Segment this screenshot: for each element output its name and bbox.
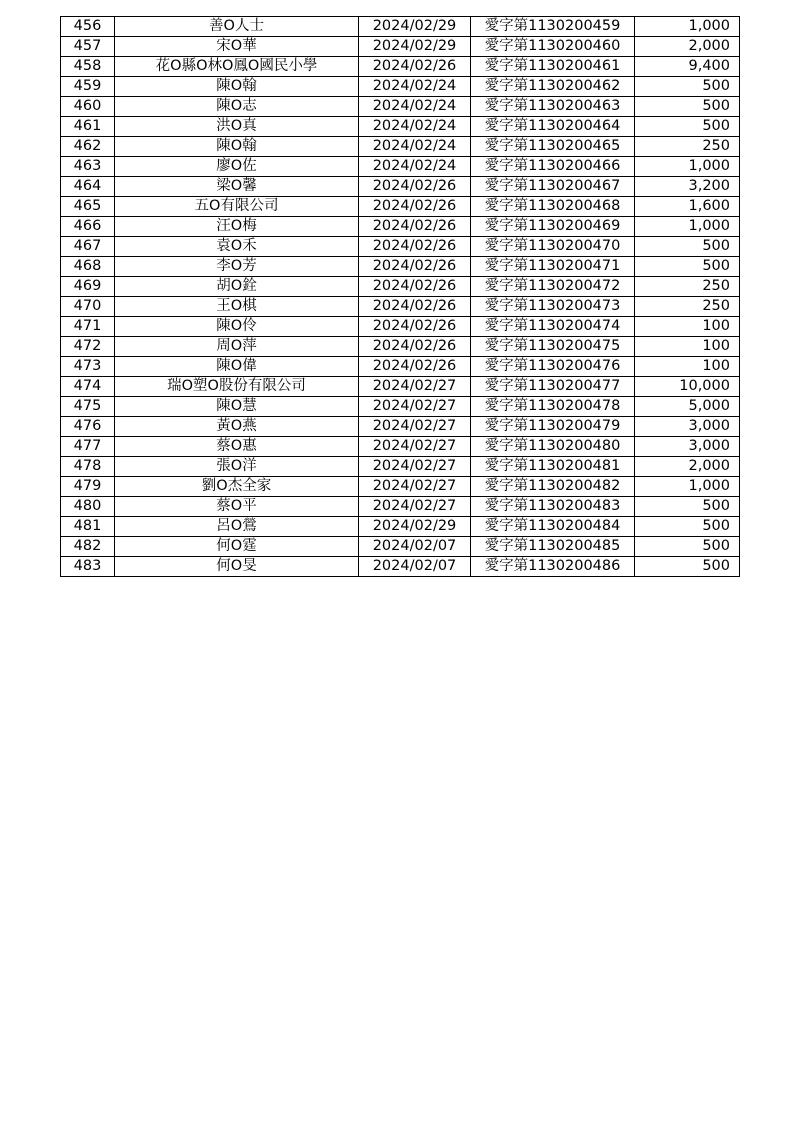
donor-name-cell: 宋O華 (115, 37, 359, 57)
donation-date-cell: 2024/02/27 (359, 397, 471, 417)
row-number-cell: 457 (61, 37, 115, 57)
amount-cell (635, 277, 740, 297)
table-row (61, 277, 740, 297)
donation-date-cell: 2024/02/26 (359, 57, 471, 77)
amount-value: 100 (702, 358, 730, 374)
donation-date-cell: 2024/02/24 (359, 97, 471, 117)
receipt-number-cell: 愛字第1130200462 (471, 77, 635, 97)
receipt-number-cell: 愛字第1130200470 (471, 237, 635, 257)
amount-cell (635, 17, 740, 37)
donation-date-cell: 2024/02/27 (359, 457, 471, 477)
amount-value: 250 (702, 138, 730, 154)
receipt-number-cell: 愛字第1130200461 (471, 57, 635, 77)
amount-value: 10,000 (679, 378, 730, 394)
receipt-number-cell: 愛字第1130200472 (471, 277, 635, 297)
amount-value: 500 (702, 558, 730, 574)
table-row (61, 197, 740, 217)
donation-date-cell: 2024/02/26 (359, 237, 471, 257)
amount-value: 1,000 (688, 18, 730, 34)
amount-cell (635, 197, 740, 217)
table-row (61, 97, 740, 117)
amount-cell (635, 237, 740, 257)
receipt-number-cell: 愛字第1130200464 (471, 117, 635, 137)
donor-name-cell: 陳O翰 (115, 77, 359, 97)
row-number-cell: 475 (61, 397, 115, 417)
row-number-cell: 481 (61, 517, 115, 537)
amount-cell (635, 117, 740, 137)
amount-value: 3,000 (688, 418, 730, 434)
receipt-number-cell: 愛字第1130200486 (471, 557, 635, 577)
receipt-number-cell: 愛字第1130200479 (471, 417, 635, 437)
amount-value: 3,200 (688, 178, 730, 194)
row-number-cell: 476 (61, 417, 115, 437)
table-row (61, 217, 740, 237)
table-row (61, 137, 740, 157)
table-row (61, 17, 740, 37)
donation-date-cell: 2024/02/29 (359, 517, 471, 537)
donation-date-cell: 2024/02/29 (359, 37, 471, 57)
table-row (61, 497, 740, 517)
receipt-number-cell: 愛字第1130200465 (471, 137, 635, 157)
receipt-number-cell: 愛字第1130200478 (471, 397, 635, 417)
amount-value: 500 (702, 78, 730, 94)
amount-cell (635, 37, 740, 57)
receipt-number-cell: 愛字第1130200482 (471, 477, 635, 497)
table-row (61, 237, 740, 257)
donor-name-cell: 王O棋 (115, 297, 359, 317)
donor-name-cell: 汪O梅 (115, 217, 359, 237)
amount-value: 500 (702, 238, 730, 254)
amount-cell (635, 257, 740, 277)
table-row (61, 557, 740, 577)
receipt-number-cell: 愛字第1130200473 (471, 297, 635, 317)
amount-cell (635, 557, 740, 577)
row-number-cell: 465 (61, 197, 115, 217)
receipt-number-cell: 愛字第1130200466 (471, 157, 635, 177)
donor-name-cell: 劉O杰全家 (115, 477, 359, 497)
receipt-number-cell: 愛字第1130200469 (471, 217, 635, 237)
row-number-cell: 460 (61, 97, 115, 117)
amount-value: 500 (702, 538, 730, 554)
receipt-number-cell: 愛字第1130200477 (471, 377, 635, 397)
donor-name-cell: 蔡O惠 (115, 437, 359, 457)
receipt-number-cell: 愛字第1130200459 (471, 17, 635, 37)
amount-cell (635, 517, 740, 537)
table-row (61, 517, 740, 537)
donation-date-cell: 2024/02/26 (359, 337, 471, 357)
receipt-number-cell: 愛字第1130200460 (471, 37, 635, 57)
table-row (61, 397, 740, 417)
amount-value: 9,400 (688, 58, 730, 74)
table-row (61, 317, 740, 337)
row-number-cell: 477 (61, 437, 115, 457)
donor-name-cell: 胡O銓 (115, 277, 359, 297)
row-number-cell: 474 (61, 377, 115, 397)
row-number-cell: 463 (61, 157, 115, 177)
donation-date-cell: 2024/02/24 (359, 137, 471, 157)
table-row (61, 257, 740, 277)
donor-name-cell: 李O芳 (115, 257, 359, 277)
amount-cell (635, 217, 740, 237)
row-number-cell: 472 (61, 337, 115, 357)
table-row (61, 437, 740, 457)
donation-date-cell: 2024/02/26 (359, 277, 471, 297)
donation-date-cell: 2024/02/27 (359, 437, 471, 457)
row-number-cell: 483 (61, 557, 115, 577)
table-row (61, 177, 740, 197)
donor-name-cell: 何O霆 (115, 537, 359, 557)
donor-name-cell: 袁O禾 (115, 237, 359, 257)
donor-name-cell: 呂O鶯 (115, 517, 359, 537)
donation-date-cell: 2024/02/27 (359, 497, 471, 517)
amount-cell (635, 437, 740, 457)
donor-name-cell: 蔡O平 (115, 497, 359, 517)
receipt-number-cell: 愛字第1130200484 (471, 517, 635, 537)
amount-cell (635, 537, 740, 557)
row-number-cell: 482 (61, 537, 115, 557)
amount-value: 500 (702, 118, 730, 134)
amount-cell (635, 497, 740, 517)
amount-cell (635, 137, 740, 157)
amount-cell (635, 357, 740, 377)
table-row (61, 377, 740, 397)
row-number-cell: 466 (61, 217, 115, 237)
row-number-cell: 478 (61, 457, 115, 477)
table-row (61, 57, 740, 77)
donor-name-cell: 梁O馨 (115, 177, 359, 197)
table-row (61, 157, 740, 177)
row-number-cell: 480 (61, 497, 115, 517)
amount-value: 1,000 (688, 218, 730, 234)
receipt-number-cell: 愛字第1130200485 (471, 537, 635, 557)
donor-name-cell: 黃O燕 (115, 417, 359, 437)
row-number-cell: 461 (61, 117, 115, 137)
donation-table (60, 16, 740, 577)
receipt-number-cell: 愛字第1130200468 (471, 197, 635, 217)
row-number-cell: 467 (61, 237, 115, 257)
row-number-cell: 470 (61, 297, 115, 317)
table-row (61, 77, 740, 97)
amount-value: 250 (702, 278, 730, 294)
donor-name-cell: 瑞O塑O股份有限公司 (115, 377, 359, 397)
donation-date-cell: 2024/02/24 (359, 157, 471, 177)
receipt-number-cell: 愛字第1130200483 (471, 497, 635, 517)
amount-cell (635, 457, 740, 477)
row-number-cell: 459 (61, 77, 115, 97)
donor-name-cell: 陳O慧 (115, 397, 359, 417)
donor-name-cell: 洪O真 (115, 117, 359, 137)
amount-cell (635, 297, 740, 317)
amount-value: 1,000 (688, 478, 730, 494)
donor-name-cell: 陳O伶 (115, 317, 359, 337)
donor-name-cell: 張O洋 (115, 457, 359, 477)
donation-date-cell: 2024/02/26 (359, 217, 471, 237)
receipt-number-cell: 愛字第1130200480 (471, 437, 635, 457)
donor-name-cell: 陳O翰 (115, 137, 359, 157)
row-number-cell: 458 (61, 57, 115, 77)
row-number-cell: 456 (61, 17, 115, 37)
amount-value: 100 (702, 318, 730, 334)
donation-table-body (61, 17, 740, 577)
receipt-number-cell: 愛字第1130200476 (471, 357, 635, 377)
row-number-cell: 473 (61, 357, 115, 377)
amount-cell (635, 337, 740, 357)
amount-cell (635, 397, 740, 417)
amount-cell (635, 157, 740, 177)
amount-cell (635, 77, 740, 97)
table-row (61, 297, 740, 317)
donation-date-cell: 2024/02/26 (359, 317, 471, 337)
receipt-number-cell: 愛字第1130200475 (471, 337, 635, 357)
amount-cell (635, 97, 740, 117)
donation-date-cell: 2024/02/29 (359, 17, 471, 37)
table-row (61, 37, 740, 57)
amount-value: 250 (702, 298, 730, 314)
donor-name-cell: 陳O偉 (115, 357, 359, 377)
donation-date-cell: 2024/02/26 (359, 297, 471, 317)
table-row (61, 337, 740, 357)
receipt-number-cell: 愛字第1130200481 (471, 457, 635, 477)
amount-value: 500 (702, 98, 730, 114)
table-row (61, 417, 740, 437)
donation-date-cell: 2024/02/24 (359, 117, 471, 137)
donation-date-cell: 2024/02/27 (359, 417, 471, 437)
amount-cell (635, 417, 740, 437)
amount-cell (635, 177, 740, 197)
row-number-cell: 471 (61, 317, 115, 337)
amount-cell (635, 317, 740, 337)
amount-cell (635, 377, 740, 397)
amount-cell (635, 57, 740, 77)
donor-name-cell: 周O萍 (115, 337, 359, 357)
receipt-number-cell: 愛字第1130200474 (471, 317, 635, 337)
donor-name-cell: 廖O佐 (115, 157, 359, 177)
row-number-cell: 464 (61, 177, 115, 197)
amount-value: 1,000 (688, 158, 730, 174)
receipt-number-cell: 愛字第1130200471 (471, 257, 635, 277)
table-row (61, 117, 740, 137)
table-row (61, 457, 740, 477)
donation-date-cell: 2024/02/26 (359, 197, 471, 217)
donor-name-cell: 陳O志 (115, 97, 359, 117)
row-number-cell: 469 (61, 277, 115, 297)
donor-name-cell: 花O縣O林O鳳O國民小學 (115, 57, 359, 77)
donation-date-cell: 2024/02/27 (359, 477, 471, 497)
amount-cell (635, 477, 740, 497)
donation-date-cell: 2024/02/26 (359, 357, 471, 377)
donor-name-cell: 何O旻 (115, 557, 359, 577)
amount-value: 500 (702, 258, 730, 274)
amount-value: 1,600 (688, 198, 730, 214)
row-number-cell: 468 (61, 257, 115, 277)
amount-value: 2,000 (688, 38, 730, 54)
receipt-number-cell: 愛字第1130200467 (471, 177, 635, 197)
amount-value: 500 (702, 498, 730, 514)
donation-date-cell: 2024/02/07 (359, 537, 471, 557)
donor-name-cell: 五O有限公司 (115, 197, 359, 217)
table-row (61, 477, 740, 497)
donor-name-cell: 善O人士 (115, 17, 359, 37)
donation-date-cell: 2024/02/24 (359, 77, 471, 97)
amount-value: 3,000 (688, 438, 730, 454)
row-number-cell: 479 (61, 477, 115, 497)
table-row (61, 357, 740, 377)
donation-date-cell: 2024/02/26 (359, 257, 471, 277)
donation-date-cell: 2024/02/07 (359, 557, 471, 577)
receipt-number-cell: 愛字第1130200463 (471, 97, 635, 117)
donation-date-cell: 2024/02/26 (359, 177, 471, 197)
amount-value: 5,000 (688, 398, 730, 414)
row-number-cell: 462 (61, 137, 115, 157)
table-row (61, 537, 740, 557)
amount-value: 100 (702, 338, 730, 354)
amount-value: 2,000 (688, 458, 730, 474)
donation-date-cell: 2024/02/27 (359, 377, 471, 397)
amount-value: 500 (702, 518, 730, 534)
